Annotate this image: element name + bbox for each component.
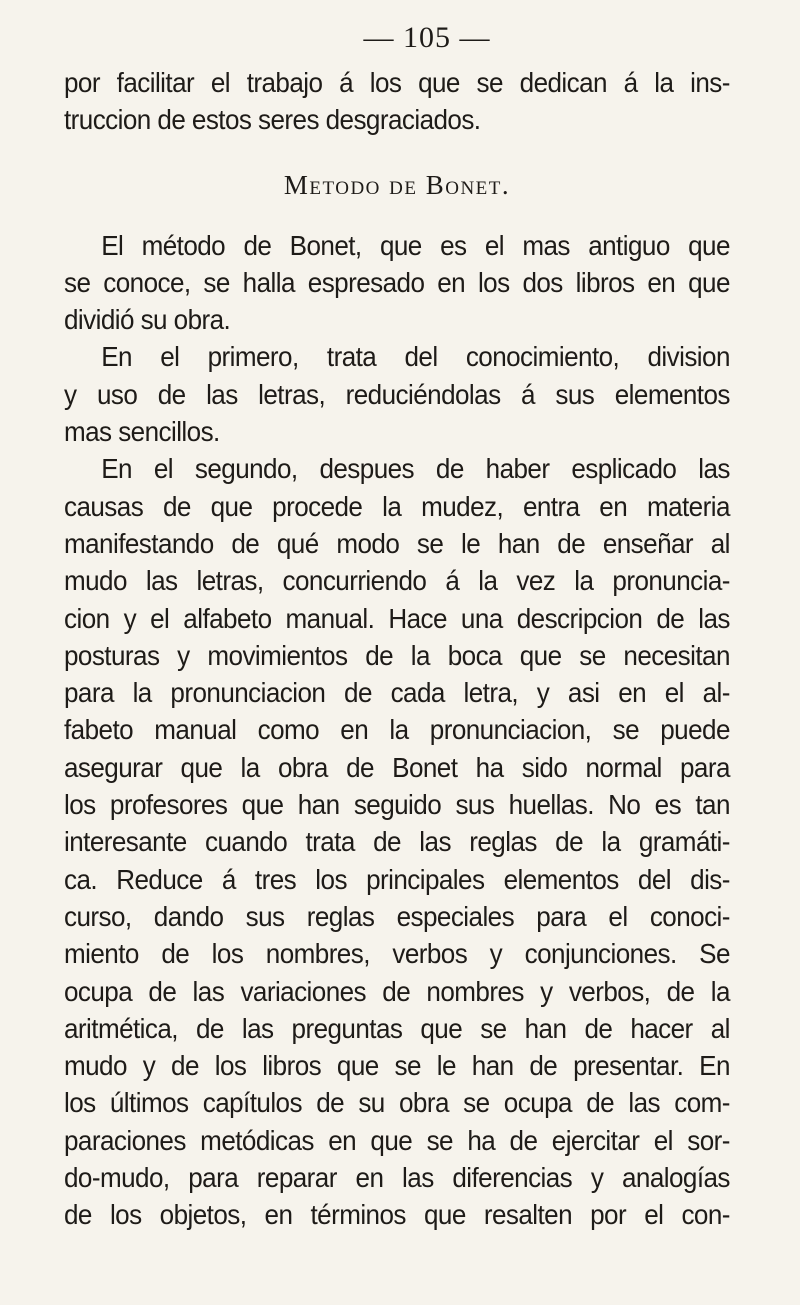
text-line: asegurar que la obra de Bonet ha sido normal para [64,751,730,783]
text-line: mas sencillos. [64,416,220,448]
text-line: causas de que procede la mudez, entra en materia [64,490,730,522]
paragraph [64,450,730,1233]
text-line: cion y el alfabeto manual. Hace una descripcion de las [64,602,730,634]
text-line: se conoce, se halla espresado en los dos libros en que [64,266,730,298]
paragraph [64,227,730,339]
text-line: aritmética, de las preguntas que se han de hacer al [64,1012,730,1044]
text-line: y uso de las letras, reduciéndolas á sus elementos [64,378,730,410]
text-line: los últimos capítulos de su obra se ocupa de las com- [64,1087,730,1119]
paragraph [64,338,730,450]
text-line: miento de los nombres, verbos y conjunciones. Se [64,938,730,970]
page-number: — 105 — [363,21,491,54]
text-line: En el primero, trata del conocimiento, division [101,341,730,373]
text-line: do-mudo, para reparar en las diferencias y analogías [64,1162,730,1194]
text-line: fabeto manual como en la pronunciacion, se puede [64,714,730,746]
text-line: ca. Reduce á tres los principales elementos del dis- [64,863,730,895]
text-line: mudo y de los libros que se le han de presentar. En [64,1050,730,1082]
text-line: ocupa de las variaciones de nombres y verbos, de la [64,975,730,1007]
text-line: curso, dando sus reglas especiales para el conoci- [64,900,730,932]
text-line: El método de Bonet, que es el mas antiguo que [101,229,730,261]
text-line: de los objetos, en términos que resalten por el con- [64,1199,730,1231]
text-line: En el segundo, despues de haber esplicado las [101,453,730,485]
text-line: por facilitar el trabajo á los que se dedican á la ins- [64,67,730,98]
text-line: dividió su obra. [64,304,231,336]
intro-text [64,64,730,139]
text-line: manifestando de qué modo se le han de enseñar al [64,527,730,559]
text-line: interesante cuando trata de las reglas de la gramáti- [64,826,730,858]
text-line: truccion de estos seres desgraciados. [64,104,481,136]
text-line: los profesores que han seguido sus huellas. No es tan [64,789,730,821]
text-line: paraciones metódicas en que se ha de ejercitar el sor- [64,1124,730,1156]
book-page [64,18,730,1234]
text-line: mudo las letras, concurriendo á la vez la pronuncia- [64,565,730,597]
section-heading: Metodo de Bonet. [283,169,511,200]
text-line: para la pronunciacion de cada letra, y asi en el al- [64,677,730,709]
text-line: posturas y movimientos de la boca que se necesitan [64,639,730,671]
